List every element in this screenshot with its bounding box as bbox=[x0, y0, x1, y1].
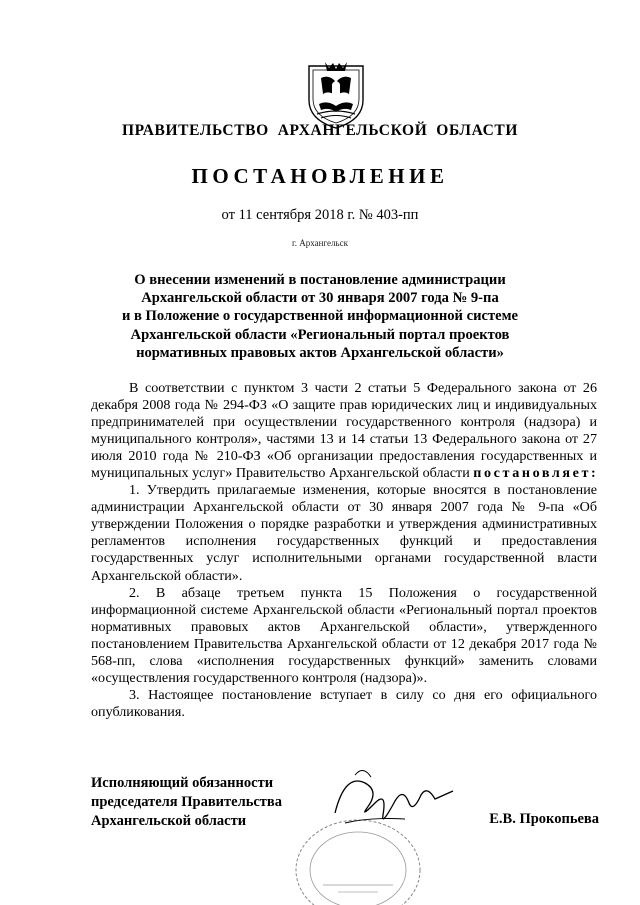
preamble-paragraph bbox=[91, 380, 597, 482]
subject-line: О внесении изменений в постановление администрации bbox=[134, 272, 506, 288]
position-line: Архангельской области bbox=[91, 813, 247, 829]
signatory-name: Е.В. Прокопьева bbox=[489, 811, 599, 827]
document-subject bbox=[0, 271, 640, 362]
decree-word: постановляет bbox=[473, 465, 591, 482]
position-line: Исполняющий обязанности bbox=[91, 775, 274, 791]
subject-line: и в Положение о государственной информационной системе bbox=[121, 308, 519, 325]
item-1-paragraph: 1. Утвердить прилагаемые изменения, которые вносятся в постановление администрации Архангельской области от 30 января 2007 года № 9-па «Об утверждении Положения о порядке разработки и утверждения административных регламентов исполнения государственных функций и предоставления государственных услуг исполнительными органами государственной власти Архангельской области». bbox=[91, 482, 597, 584]
preamble-text: В соответствии с пунктом 3 части 2 статьи 5 Федерального закона от 26 декабря 2008 года № 294-ФЗ «О защите прав юридических лиц и индивидуальных предпринимателей при осуществлении государственного контроля (надзора) и муниципального контроля», частями 13 и 14 статьи 13 Федерального закона от 27 июля 2010 года № 210-ФЗ «Об организации предоставления государственных и муниципальных услуг» Правительство Архангельской области bbox=[91, 380, 597, 482]
date-and-number: от 11 сентября 2018 г. № 403-пп bbox=[221, 207, 419, 223]
government-title: ПРАВИТЕЛЬСТВО АРХАНГЕЛЬСКОЙ ОБЛАСТИ bbox=[122, 122, 518, 139]
subject-line: нормативных правовых актов Архангельской области» bbox=[136, 344, 504, 361]
item-3-paragraph: 3. Настоящее постановление вступает в силу со дня его официального опубликования. bbox=[91, 686, 597, 720]
document-body bbox=[91, 380, 597, 721]
handwritten-signature-icon bbox=[325, 753, 465, 843]
city-label: г. Архангельск bbox=[292, 238, 348, 248]
document-type-title: ПОСТАНОВЛЕНИЕ bbox=[191, 164, 449, 188]
subject-line: Архангельской области от 30 января 2007 года № 9-па bbox=[141, 290, 499, 307]
decree-colon: : bbox=[591, 465, 596, 482]
position-line: председателя Правительства bbox=[91, 794, 283, 810]
coat-of-arms-icon bbox=[299, 58, 373, 132]
item-2-paragraph: 2. В абзаце третьем пункта 15 Положения о государственной информационной системе Архангельской области «Региональный портал проектов нормативных правовых актов Архангельской области», утвержденного постановлением Правительства Архангельской области от 12 декабря 2017 года № 568-пп, слова «исполнения государственных функций» заменить словами «осуществления государственного контроля (надзора)». bbox=[91, 584, 597, 686]
signatory-position bbox=[91, 774, 282, 831]
subject-line: Архангельской области «Региональный портал проектов bbox=[130, 326, 510, 343]
